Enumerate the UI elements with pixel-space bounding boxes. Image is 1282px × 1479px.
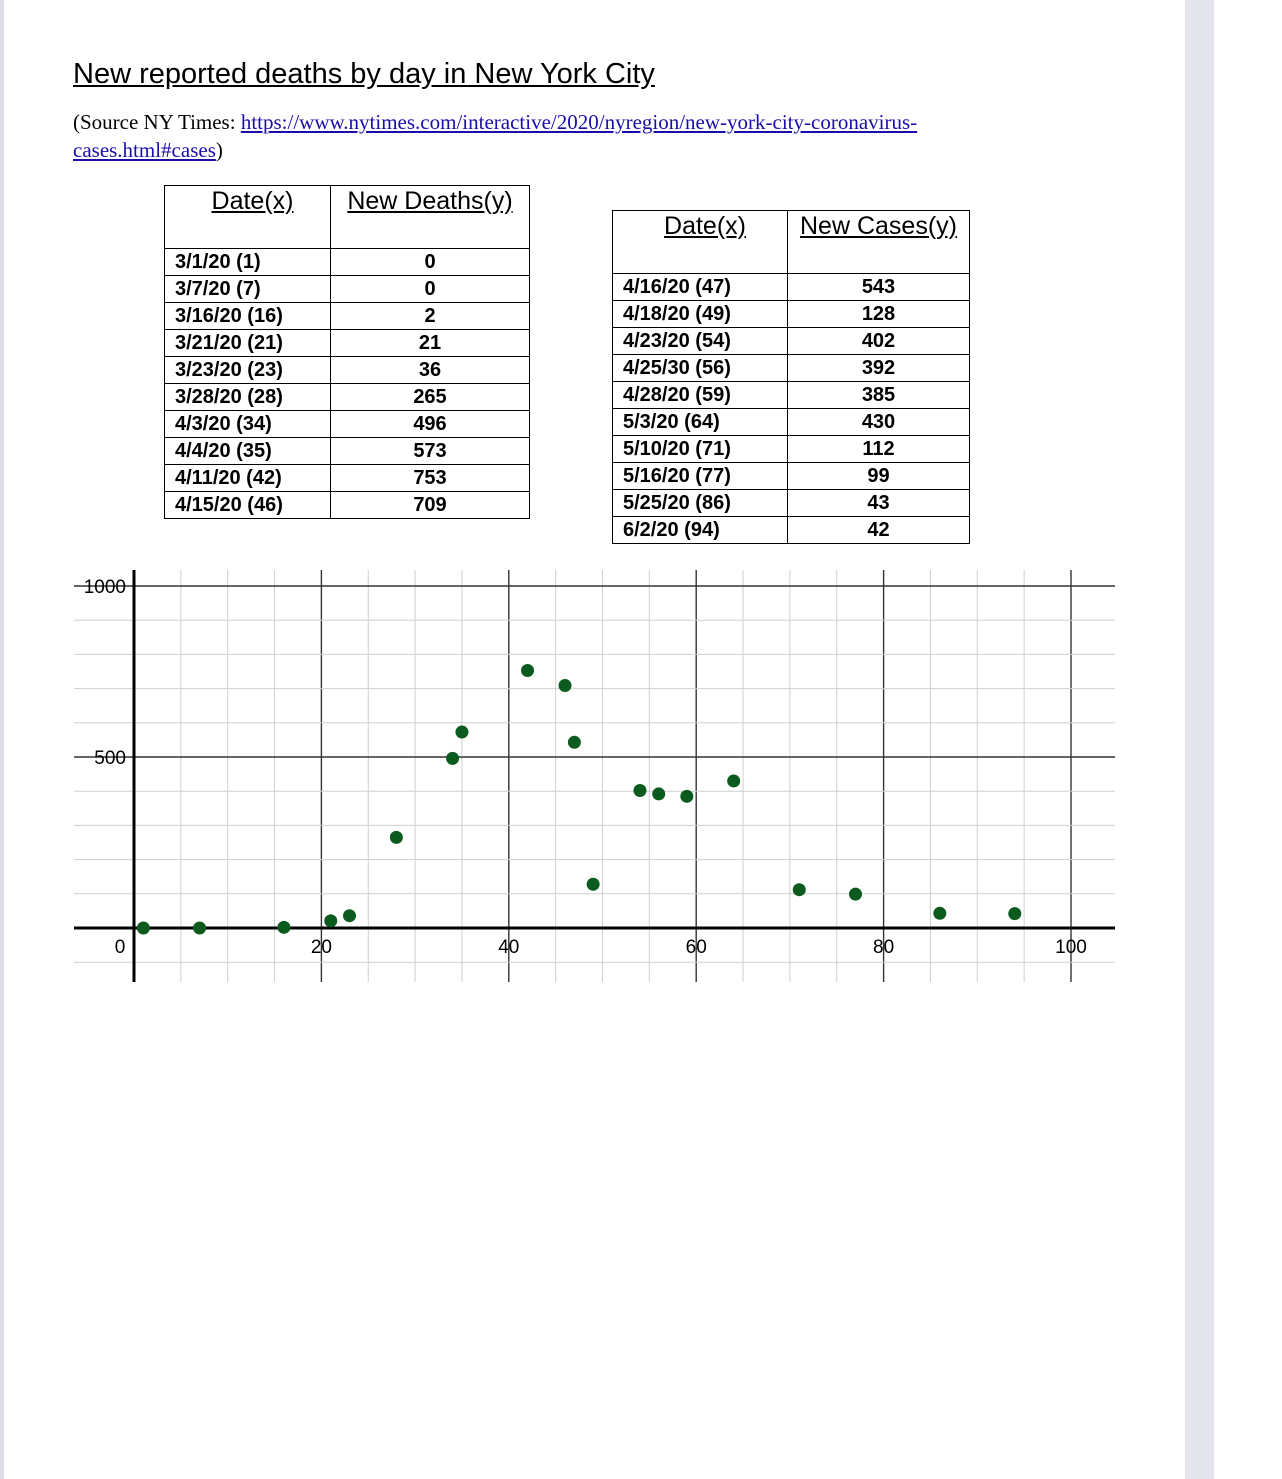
table-row <box>613 436 970 463</box>
source-citation <box>73 108 1073 164</box>
cell-value: 42 <box>788 517 970 544</box>
data-point <box>137 922 150 935</box>
cell-value: 0 <box>331 249 530 276</box>
x-tick-label: 100 <box>1055 937 1087 958</box>
cell-date: 4/18/20 (49) <box>613 301 788 328</box>
cell-date: 3/16/20 (16) <box>165 303 331 330</box>
data-point <box>587 878 600 891</box>
data-point <box>455 726 468 739</box>
data-point <box>568 736 581 749</box>
data-point <box>559 679 572 692</box>
table-row <box>165 492 530 519</box>
data-point <box>727 774 740 787</box>
page-gutter <box>1185 0 1214 1479</box>
table-row <box>165 249 530 276</box>
source-link-line2: cases.html#cases <box>73 138 216 162</box>
data-point <box>933 907 946 920</box>
data-point <box>324 914 337 927</box>
data-point <box>1008 907 1021 920</box>
table-row <box>165 465 530 492</box>
table-row <box>613 301 970 328</box>
cell-date: 3/1/20 (1) <box>165 249 331 276</box>
cell-date: 5/16/20 (77) <box>613 463 788 490</box>
data-point <box>652 787 665 800</box>
deaths-table <box>164 185 530 519</box>
source-suffix: ) <box>215 138 223 162</box>
table-row <box>165 438 530 465</box>
table-row <box>165 411 530 438</box>
document-title: New reported deaths by day in New York City <box>73 58 655 90</box>
header-new-deaths: New Deaths(y) <box>331 186 530 249</box>
data-point <box>793 883 806 896</box>
table-row <box>613 274 970 301</box>
data-point <box>521 664 534 677</box>
cell-date: 4/23/20 (54) <box>613 328 788 355</box>
cell-value: 2 <box>331 303 530 330</box>
cell-value: 0 <box>331 276 530 303</box>
cell-value: 392 <box>788 355 970 382</box>
data-point <box>193 922 206 935</box>
table-row <box>613 382 970 409</box>
data-point <box>633 784 646 797</box>
cell-value: 99 <box>788 463 970 490</box>
header-date: Date(x) <box>613 211 788 274</box>
cases-table <box>612 210 970 544</box>
table-row <box>165 276 530 303</box>
cell-date: 4/11/20 (42) <box>165 465 331 492</box>
cell-value: 385 <box>788 382 970 409</box>
x-tick-label: 40 <box>498 937 520 958</box>
table-row <box>165 330 530 357</box>
cell-date: 4/28/20 (59) <box>613 382 788 409</box>
table-row <box>165 384 530 411</box>
data-point <box>446 752 459 765</box>
table-row <box>613 490 970 517</box>
cell-value: 543 <box>788 274 970 301</box>
cell-date: 4/15/20 (46) <box>165 492 331 519</box>
table-row <box>613 463 970 490</box>
cell-date: 5/3/20 (64) <box>613 409 788 436</box>
cell-date: 5/10/20 (71) <box>613 436 788 463</box>
table-header-row <box>165 186 530 249</box>
cell-date: 4/3/20 (34) <box>165 411 331 438</box>
side-panel <box>1214 0 1282 1479</box>
cell-value: 36 <box>331 357 530 384</box>
cell-date: 3/7/20 (7) <box>165 276 331 303</box>
cell-value: 430 <box>788 409 970 436</box>
y-tick-label: 500 <box>94 748 126 769</box>
cell-date: 5/25/20 (86) <box>613 490 788 517</box>
source-link-line1: https://www.nytimes.com/interactive/2020/nyregion/new-york-city-coronavirus- <box>240 110 918 134</box>
x-tick-label: 0 <box>114 937 126 958</box>
cell-value: 402 <box>788 328 970 355</box>
data-point <box>680 790 693 803</box>
cell-value: 709 <box>331 492 530 519</box>
table-row <box>165 357 530 384</box>
x-tick-label: 20 <box>310 937 332 958</box>
source-prefix: (Source NY Times: <box>73 110 241 134</box>
cell-date: 4/25/30 (56) <box>613 355 788 382</box>
table-row <box>613 328 970 355</box>
y-tick-label: 1000 <box>83 577 126 598</box>
cell-value: 43 <box>788 490 970 517</box>
cell-value: 753 <box>331 465 530 492</box>
cell-date: 3/21/20 (21) <box>165 330 331 357</box>
data-point <box>849 888 862 901</box>
table-row <box>613 409 970 436</box>
data-point <box>277 921 290 934</box>
table-row <box>165 303 530 330</box>
table-row <box>613 517 970 544</box>
data-point <box>390 831 403 844</box>
table-row <box>613 355 970 382</box>
table-header-row <box>613 211 970 274</box>
scatter-plot <box>0 560 1140 990</box>
cell-date: 4/4/20 (35) <box>165 438 331 465</box>
cell-value: 573 <box>331 438 530 465</box>
cell-date: 4/16/20 (47) <box>613 274 788 301</box>
x-tick-label: 80 <box>873 937 895 958</box>
cell-value: 128 <box>788 301 970 328</box>
cell-value: 496 <box>331 411 530 438</box>
data-point <box>343 909 356 922</box>
cell-value: 265 <box>331 384 530 411</box>
cell-value: 112 <box>788 436 970 463</box>
header-new-cases: New Cases(y) <box>788 211 970 274</box>
x-tick-label: 60 <box>685 937 707 958</box>
header-date: Date(x) <box>165 186 331 249</box>
cell-value: 21 <box>331 330 530 357</box>
cell-date: 3/23/20 (23) <box>165 357 331 384</box>
cell-date: 6/2/20 (94) <box>613 517 788 544</box>
cell-date: 3/28/20 (28) <box>165 384 331 411</box>
